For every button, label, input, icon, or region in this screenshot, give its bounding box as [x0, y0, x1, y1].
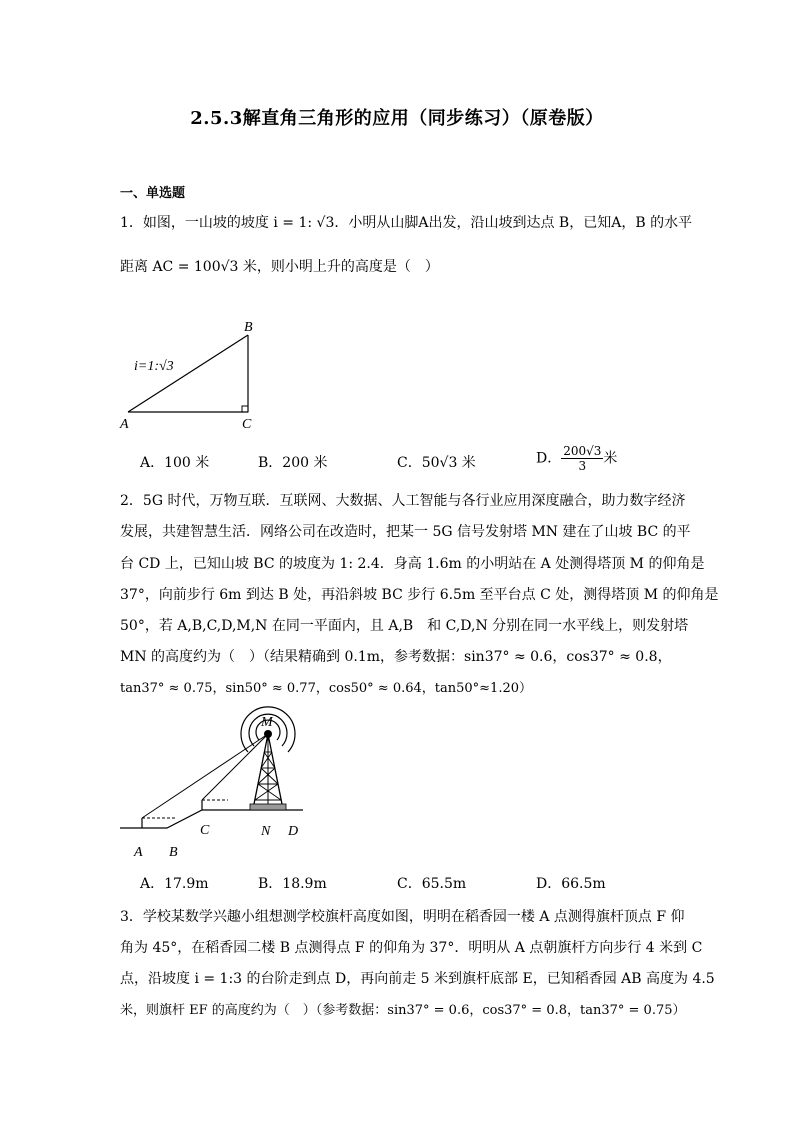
q2-label-c: C: [200, 823, 210, 838]
q1-line1: 1．如图，一山坡的坡度 i = 1: √3．小明从山脚A出发，沿山坡到达点 B，已知A，B 的水平: [120, 215, 693, 231]
q2-label-m: M: [261, 715, 273, 730]
q1-option-b: B．200 米: [258, 455, 328, 471]
q1-label-c: C: [242, 417, 252, 432]
q2-line3: 台 CD 上，已知山坡 BC 的坡度为 1: 2.4．身高 1.6m 的小明站在 A 处测得塔顶 M 的仰角是: [120, 556, 705, 572]
q2-line2: 发展，共建智慧生活．网络公司在改造时，把某一 5G 信号发射塔 MN 建在了山坡 BC 的平: [120, 524, 691, 540]
q1-option-a: A．100 米: [140, 455, 210, 471]
q2-line6: MN 的高度约为（ ）（结果精确到 0.1m，参考数据：sin37° ≈ 0.6，cos37° ≈ 0.8，: [120, 649, 672, 665]
q2-line7: tan37° ≈ 0.75，sin50° ≈ 0.77，cos50° ≈ 0.64，tan50°≈1.20）: [120, 681, 532, 696]
q1-option-d-denominator: 3: [578, 459, 587, 473]
q2-label-n: N: [261, 824, 271, 839]
q2-label-b: B: [169, 845, 178, 860]
q2-option-a: A．17.9m: [140, 876, 209, 892]
q2-tower-leg-left: [254, 734, 268, 804]
q2-option-d: D．66.5m: [536, 876, 606, 892]
q1-label-b: B: [244, 320, 253, 335]
q3-line3: 点，沿坡度 i = 1:3 的台阶走到点 D，再向前走 5 米到旗杆底部 E，已知稻香园 AB 高度为 4.5: [120, 971, 715, 987]
q1-option-d: [536, 444, 617, 473]
q1-option-c: C．50√3 米: [397, 455, 476, 471]
q1-option-d-numerator: 200√3: [563, 444, 602, 458]
q2-option-c: C．65.5m: [397, 876, 467, 892]
q2-sight-line-c: [202, 734, 268, 800]
q2-label-d: D: [288, 824, 299, 839]
q2-label-a: A: [134, 845, 143, 860]
q2-ground-line: [120, 810, 303, 828]
q2-line4: 37°，向前步行 6m 到达 B 处，再沿斜坡 BC 步行 6.5m 至平台点 C 处，测得塔顶 M 的仰角是: [120, 587, 719, 603]
q2-tower-top: [264, 730, 272, 738]
q3-line1: 3．学校某数学兴趣小组想测学校旗杆高度如图，明明在稻香园一楼 A 点测得旗杆顶点 F 仰: [120, 909, 685, 925]
section-heading: 一、单选题: [120, 186, 186, 201]
q1-line2: 距离 AC = 100√3 米，则小明上升的高度是（ ）: [120, 259, 439, 275]
q2-option-b: B．18.9m: [258, 876, 327, 892]
q3-line2: 角为 45°，在稻香园二楼 B 点测得点 F 的仰角为 37°．明明从 A 点朝旗杆方向步行 4 米到 C: [120, 940, 703, 956]
q2-tower-leg-right: [268, 734, 282, 804]
q2-tower-base: [250, 804, 286, 810]
q3-line4: 米，则旗杆 EF 的高度约为（ ）（参考数据：sin37° = 0.6，cos37° = 0.8，tan37° = 0.75）: [120, 1003, 686, 1018]
q1-slope-figure: [110, 315, 280, 435]
q2-line1: 2．5G 时代，万物互联．互联网、大数据、人工智能与各行业应用深度融合，助力数字经济: [120, 493, 686, 509]
q2-line5: 50°，若 A,B,C,D,M,N 在同一平面内，且 A,B 和 C,D,N 分别在同一水平线上，则发射塔: [120, 618, 689, 634]
q1-right-angle-mark: [242, 406, 248, 412]
q1-option-d-fraction: [561, 444, 603, 473]
q1-slope-label: i=1:√3: [134, 359, 174, 374]
q1-option-d-unit: 米: [603, 450, 618, 467]
q1-option-d-prefix: D．: [536, 450, 562, 467]
page-title: 2.5.3解直角三角形的应用（同步练习）（原卷版）: [190, 108, 604, 129]
q2-sight-line-a: [142, 734, 268, 818]
q1-label-a: A: [120, 417, 129, 432]
q2-tower-figure: [118, 700, 318, 860]
